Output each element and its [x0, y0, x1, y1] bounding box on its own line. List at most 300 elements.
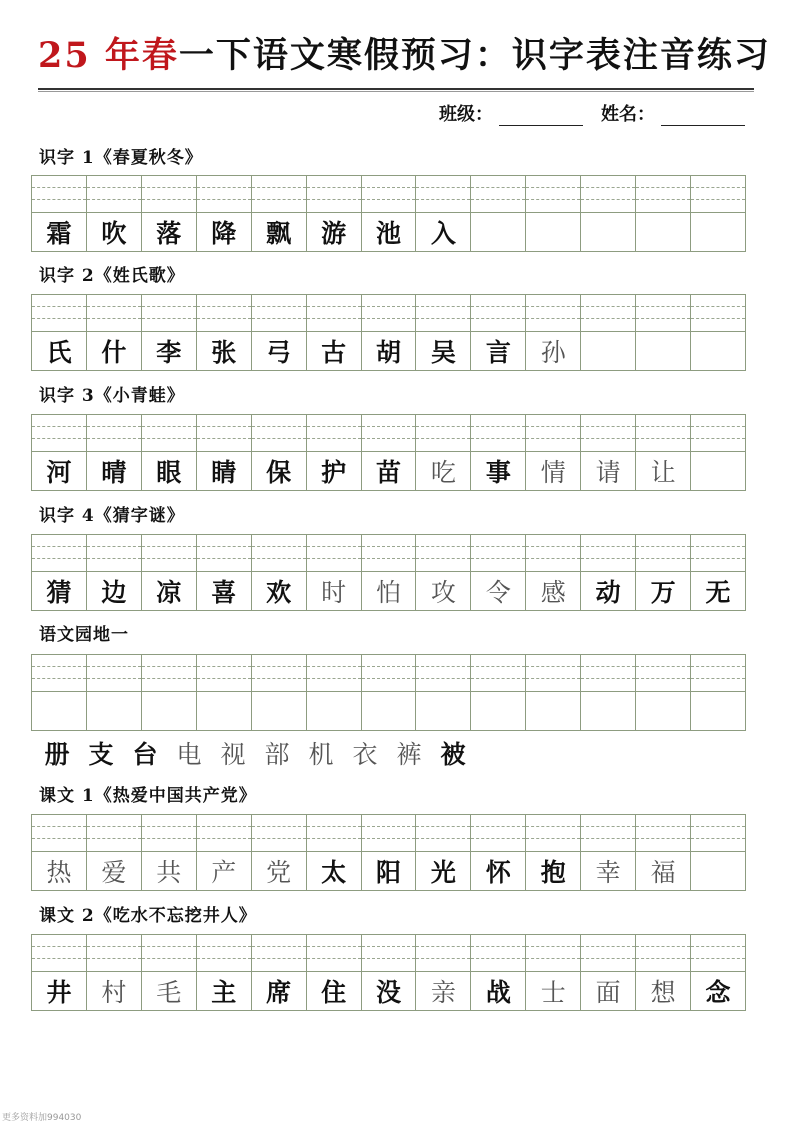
hanzi-character: 时: [321, 578, 347, 607]
dashed-guide-line: [197, 199, 251, 200]
footer-note: 更多资料加994030: [2, 1113, 82, 1123]
grid-cell: [87, 295, 142, 371]
pinyin-writing-area[interactable]: [471, 176, 525, 213]
hanzi-character: 主: [211, 978, 237, 1007]
dashed-guide-line: [416, 199, 470, 200]
dashed-guide-line: [307, 826, 361, 827]
name-label: 姓名：: [601, 104, 655, 125]
grid-cell: [691, 415, 746, 491]
pinyin-writing-area[interactable]: [252, 815, 306, 852]
grid-cell: [362, 295, 417, 371]
dashed-guide-line: [142, 946, 196, 947]
dashed-guide-line: [142, 678, 196, 679]
hanzi-character: 战: [485, 978, 511, 1007]
hanzi-character: 万: [650, 578, 676, 607]
hanzi-character: [581, 332, 635, 370]
pinyin-writing-area[interactable]: [416, 535, 470, 572]
pinyin-writing-area[interactable]: [307, 815, 361, 852]
title-rule: [38, 88, 754, 90]
pinyin-writing-area[interactable]: [197, 415, 251, 452]
dashed-guide-line: [87, 187, 141, 188]
pinyin-writing-area[interactable]: [471, 295, 525, 332]
pinyin-writing-area[interactable]: [252, 935, 306, 972]
pinyin-writing-area[interactable]: [32, 295, 86, 332]
dashed-guide-line: [581, 666, 635, 667]
hanzi-character: 裤: [396, 740, 422, 769]
hanzi-character: 毛: [156, 978, 182, 1007]
grid-cell: [581, 815, 636, 891]
hanzi-character: 幸: [595, 858, 621, 887]
pinyin-writing-area[interactable]: [471, 935, 525, 972]
dashed-guide-line: [362, 558, 416, 559]
pinyin-writing-area[interactable]: [581, 535, 635, 572]
grid-cell: [416, 176, 471, 252]
dashed-guide-line: [197, 958, 251, 959]
dashed-guide-line: [471, 678, 525, 679]
tianzige-grid: [31, 175, 746, 252]
pinyin-writing-area[interactable]: [32, 535, 86, 572]
dashed-guide-line: [142, 838, 196, 839]
grid-cell: [636, 815, 691, 891]
pinyin-writing-area[interactable]: [87, 935, 141, 972]
dashed-guide-line: [526, 678, 580, 679]
hanzi-character: 孙: [540, 338, 566, 367]
name-field[interactable]: [661, 105, 745, 126]
pinyin-writing-area[interactable]: [636, 176, 690, 213]
dashed-guide-line: [307, 199, 361, 200]
pinyin-writing-area[interactable]: [362, 535, 416, 572]
grid-cell: [526, 655, 581, 731]
hanzi-character: 苗: [375, 458, 401, 487]
dashed-guide-line: [87, 946, 141, 947]
section-title: 识字 4《猜字谜》: [39, 506, 185, 526]
dashed-guide-line: [471, 946, 525, 947]
pinyin-writing-area[interactable]: [691, 535, 745, 572]
pinyin-writing-area[interactable]: [416, 815, 470, 852]
grid-cell: [362, 935, 417, 1011]
pinyin-writing-area[interactable]: [307, 535, 361, 572]
dashed-guide-line: [526, 318, 580, 319]
dashed-guide-line: [307, 666, 361, 667]
dashed-guide-line: [252, 426, 306, 427]
dashed-guide-line: [362, 838, 416, 839]
hanzi-character: 怀: [485, 858, 511, 887]
dashed-guide-line: [526, 199, 580, 200]
hanzi-character: 册: [44, 740, 70, 769]
hanzi-character: [362, 692, 416, 730]
dashed-guide-line: [691, 546, 745, 547]
grid-cell: [362, 415, 417, 491]
hanzi-character: [197, 692, 251, 730]
dashed-guide-line: [691, 318, 745, 319]
pinyin-writing-area[interactable]: [691, 815, 745, 852]
dashed-guide-line: [471, 838, 525, 839]
dashed-guide-line: [691, 426, 745, 427]
grid-cell: [307, 655, 362, 731]
dashed-guide-line: [636, 958, 690, 959]
dashed-guide-line: [581, 426, 635, 427]
pinyin-writing-area[interactable]: [197, 935, 251, 972]
grid-cell: [307, 415, 362, 491]
dashed-guide-line: [691, 187, 745, 188]
section-title: 课文 1《热爱中国共产党》: [39, 786, 257, 806]
pinyin-writing-area[interactable]: [471, 535, 525, 572]
dashed-guide-line: [416, 546, 470, 547]
grid-cell: [197, 815, 252, 891]
pinyin-writing-area[interactable]: [416, 176, 470, 213]
dashed-guide-line: [581, 318, 635, 319]
pinyin-writing-area[interactable]: [362, 815, 416, 852]
grid-cell: [197, 655, 252, 731]
dashed-guide-line: [636, 666, 690, 667]
pinyin-writing-area[interactable]: [32, 815, 86, 852]
pinyin-writing-area[interactable]: [471, 655, 525, 692]
pinyin-writing-area[interactable]: [362, 655, 416, 692]
section-title: 识字 3《小青蛙》: [39, 386, 185, 406]
grid-cell: [416, 535, 471, 611]
hanzi-character: [636, 213, 690, 251]
hanzi-character: 喜: [211, 578, 237, 607]
dashed-guide-line: [197, 678, 251, 679]
pinyin-writing-area[interactable]: [636, 535, 690, 572]
grid-cell: [691, 655, 746, 731]
pinyin-writing-area[interactable]: [526, 415, 580, 452]
dashed-guide-line: [362, 318, 416, 319]
pinyin-writing-area[interactable]: [142, 655, 196, 692]
grid-cell: [471, 176, 526, 252]
dashed-guide-line: [471, 199, 525, 200]
hanzi-character: [636, 332, 690, 370]
dashed-guide-line: [252, 826, 306, 827]
hanzi-character: 让: [650, 458, 676, 487]
pinyin-writing-area[interactable]: [362, 415, 416, 452]
pinyin-writing-area[interactable]: [691, 176, 745, 213]
pinyin-writing-area[interactable]: [32, 415, 86, 452]
dashed-guide-line: [142, 318, 196, 319]
pinyin-writing-area[interactable]: [581, 295, 635, 332]
pinyin-writing-area[interactable]: [416, 935, 470, 972]
pinyin-writing-area[interactable]: [526, 176, 580, 213]
pinyin-writing-area[interactable]: [526, 535, 580, 572]
pinyin-writing-area[interactable]: [252, 415, 306, 452]
pinyin-writing-area[interactable]: [307, 295, 361, 332]
dashed-guide-line: [87, 678, 141, 679]
grid-cell: [307, 535, 362, 611]
grid-cell: [691, 295, 746, 371]
pinyin-writing-area[interactable]: [581, 655, 635, 692]
grid-cell: [581, 295, 636, 371]
pinyin-writing-area[interactable]: [197, 176, 251, 213]
class-label: 班级：: [439, 104, 493, 125]
grid-cell: [526, 535, 581, 611]
grid-cell: [526, 935, 581, 1011]
dashed-guide-line: [416, 826, 470, 827]
grid-cell: [142, 655, 197, 731]
pinyin-writing-area[interactable]: [142, 176, 196, 213]
grid-cell: [416, 415, 471, 491]
hanzi-character: [636, 692, 690, 730]
page-title: [38, 32, 771, 80]
dashed-guide-line: [197, 438, 251, 439]
grid-cell: [87, 815, 142, 891]
pinyin-writing-area[interactable]: [362, 176, 416, 213]
pinyin-writing-area[interactable]: [581, 415, 635, 452]
hanzi-character: 支: [88, 740, 114, 769]
pinyin-writing-area[interactable]: [142, 535, 196, 572]
hanzi-character: 想: [650, 978, 676, 1007]
pinyin-writing-area[interactable]: [252, 535, 306, 572]
tianzige-grid: [31, 534, 746, 611]
pinyin-writing-area[interactable]: [691, 295, 745, 332]
pinyin-writing-area[interactable]: [636, 415, 690, 452]
grid-cell: [526, 176, 581, 252]
pinyin-writing-area[interactable]: [307, 655, 361, 692]
hanzi-character: 动: [595, 578, 621, 607]
pinyin-writing-area[interactable]: [526, 935, 580, 972]
pinyin-writing-area[interactable]: [252, 176, 306, 213]
dashed-guide-line: [87, 838, 141, 839]
dashed-guide-line: [87, 306, 141, 307]
dashed-guide-line: [362, 678, 416, 679]
grid-cell: [581, 415, 636, 491]
dashed-guide-line: [252, 187, 306, 188]
hanzi-character: 游: [321, 219, 347, 248]
dashed-guide-line: [142, 426, 196, 427]
dashed-guide-line: [581, 958, 635, 959]
dashed-guide-line: [362, 958, 416, 959]
grid-cell: [252, 815, 307, 891]
pinyin-writing-area[interactable]: [691, 415, 745, 452]
dashed-guide-line: [636, 838, 690, 839]
pinyin-writing-area[interactable]: [142, 295, 196, 332]
pinyin-writing-area[interactable]: [142, 415, 196, 452]
pinyin-writing-area[interactable]: [197, 295, 251, 332]
pinyin-writing-area[interactable]: [307, 935, 361, 972]
pinyin-writing-area[interactable]: [416, 655, 470, 692]
dashed-guide-line: [32, 958, 86, 959]
class-field[interactable]: [499, 105, 583, 126]
grid-cell: [252, 295, 307, 371]
dashed-guide-line: [362, 666, 416, 667]
pinyin-writing-area[interactable]: [87, 815, 141, 852]
dashed-guide-line: [307, 678, 361, 679]
pinyin-writing-area[interactable]: [87, 176, 141, 213]
grid-cell: [416, 935, 471, 1011]
pinyin-writing-area[interactable]: [416, 415, 470, 452]
grid-cell: [252, 655, 307, 731]
grid-cell: [636, 295, 691, 371]
dashed-guide-line: [691, 826, 745, 827]
pinyin-writing-area[interactable]: [471, 415, 525, 452]
pinyin-writing-area[interactable]: [307, 176, 361, 213]
grid-cell: [307, 295, 362, 371]
hanzi-character: 视: [220, 740, 246, 769]
dashed-guide-line: [416, 318, 470, 319]
pinyin-writing-area[interactable]: [142, 815, 196, 852]
dashed-guide-line: [32, 187, 86, 188]
grid-cell: [636, 176, 691, 252]
hanzi-character: 太: [321, 858, 347, 887]
grid-cell: [87, 935, 142, 1011]
grid-cell: [691, 535, 746, 611]
pinyin-writing-area[interactable]: [526, 655, 580, 692]
dashed-guide-line: [471, 306, 525, 307]
grid-cell: [87, 415, 142, 491]
dashed-guide-line: [471, 558, 525, 559]
dashed-guide-line: [581, 678, 635, 679]
dashed-guide-line: [416, 306, 470, 307]
dashed-guide-line: [252, 838, 306, 839]
grid-cell: [87, 655, 142, 731]
dashed-guide-line: [252, 199, 306, 200]
hanzi-character: [691, 452, 745, 490]
pinyin-writing-area[interactable]: [691, 655, 745, 692]
dashed-guide-line: [691, 558, 745, 559]
dashed-guide-line: [581, 826, 635, 827]
pinyin-writing-area[interactable]: [526, 295, 580, 332]
dashed-guide-line: [197, 318, 251, 319]
pinyin-writing-area[interactable]: [307, 415, 361, 452]
dashed-guide-line: [142, 958, 196, 959]
dashed-guide-line: [362, 826, 416, 827]
grid-cell: [636, 935, 691, 1011]
pinyin-writing-area[interactable]: [87, 535, 141, 572]
pinyin-writing-area[interactable]: [581, 815, 635, 852]
dashed-guide-line: [471, 546, 525, 547]
dashed-guide-line: [636, 546, 690, 547]
hanzi-character: 古: [321, 338, 347, 367]
hanzi-character: 降: [211, 219, 237, 248]
dashed-guide-line: [32, 558, 86, 559]
dashed-guide-line: [142, 826, 196, 827]
dashed-guide-line: [416, 666, 470, 667]
dashed-guide-line: [691, 438, 745, 439]
dashed-guide-line: [32, 426, 86, 427]
dashed-guide-line: [142, 546, 196, 547]
dashed-guide-line: [471, 666, 525, 667]
pinyin-writing-area[interactable]: [197, 535, 251, 572]
grid-cell: [526, 415, 581, 491]
pinyin-writing-area[interactable]: [691, 935, 745, 972]
dashed-guide-line: [32, 838, 86, 839]
grid-cell: [526, 295, 581, 371]
dashed-guide-line: [252, 546, 306, 547]
pinyin-writing-area[interactable]: [416, 295, 470, 332]
dashed-guide-line: [142, 666, 196, 667]
dashed-guide-line: [636, 826, 690, 827]
grid-cell: [197, 295, 252, 371]
dashed-guide-line: [362, 306, 416, 307]
pinyin-writing-area[interactable]: [471, 815, 525, 852]
pinyin-writing-area[interactable]: [252, 295, 306, 332]
hanzi-character: [526, 692, 580, 730]
dashed-guide-line: [197, 946, 251, 947]
dashed-guide-line: [416, 558, 470, 559]
dashed-guide-line: [362, 546, 416, 547]
dashed-guide-line: [362, 426, 416, 427]
dashed-guide-line: [32, 199, 86, 200]
pinyin-writing-area[interactable]: [636, 295, 690, 332]
dashed-guide-line: [307, 838, 361, 839]
hanzi-character: 欢: [266, 578, 292, 607]
hanzi-character: 部: [264, 740, 290, 769]
pinyin-writing-area[interactable]: [197, 815, 251, 852]
pinyin-writing-area[interactable]: [142, 935, 196, 972]
hanzi-character: 士: [540, 978, 566, 1007]
pinyin-writing-area[interactable]: [197, 655, 251, 692]
dashed-guide-line: [362, 187, 416, 188]
dashed-guide-line: [142, 306, 196, 307]
pinyin-writing-area[interactable]: [32, 935, 86, 972]
grid-cell: [307, 935, 362, 1011]
hanzi-character: 池: [375, 219, 401, 248]
hanzi-character: 福: [650, 858, 676, 887]
pinyin-writing-area[interactable]: [32, 176, 86, 213]
pinyin-writing-area[interactable]: [526, 815, 580, 852]
pinyin-writing-area[interactable]: [362, 295, 416, 332]
pinyin-writing-area[interactable]: [636, 655, 690, 692]
pinyin-writing-area[interactable]: [32, 655, 86, 692]
hanzi-character: 吹: [101, 219, 127, 248]
pinyin-writing-area[interactable]: [362, 935, 416, 972]
dashed-guide-line: [581, 558, 635, 559]
dashed-guide-line: [581, 306, 635, 307]
dashed-guide-line: [32, 306, 86, 307]
dashed-guide-line: [87, 426, 141, 427]
grid-cell: [362, 176, 417, 252]
dashed-guide-line: [636, 426, 690, 427]
hanzi-character: 亲: [430, 978, 456, 1007]
dashed-guide-line: [526, 838, 580, 839]
dashed-guide-line: [691, 199, 745, 200]
dashed-guide-line: [142, 438, 196, 439]
dashed-guide-line: [636, 306, 690, 307]
pinyin-writing-area[interactable]: [252, 655, 306, 692]
pinyin-writing-area[interactable]: [581, 935, 635, 972]
hanzi-character: 边: [101, 578, 127, 607]
pinyin-writing-area[interactable]: [87, 655, 141, 692]
hanzi-character: 李: [156, 338, 182, 367]
hanzi-character: 机: [308, 740, 334, 769]
tianzige-grid: [31, 814, 746, 891]
pinyin-writing-area[interactable]: [581, 176, 635, 213]
dashed-guide-line: [197, 306, 251, 307]
hanzi-character: [416, 692, 470, 730]
dashed-guide-line: [581, 438, 635, 439]
dashed-guide-line: [581, 838, 635, 839]
dashed-guide-line: [581, 187, 635, 188]
dashed-guide-line: [636, 438, 690, 439]
pinyin-writing-area[interactable]: [87, 415, 141, 452]
hanzi-character: 霜: [46, 219, 72, 248]
pinyin-writing-area[interactable]: [636, 815, 690, 852]
grid-cell: [32, 415, 87, 491]
hanzi-character: 没: [375, 978, 401, 1007]
grid-cell: [197, 935, 252, 1011]
pinyin-writing-area[interactable]: [636, 935, 690, 972]
pinyin-writing-area[interactable]: [87, 295, 141, 332]
hanzi-character: 被: [440, 740, 466, 769]
grid-cell: [526, 815, 581, 891]
hanzi-character: [691, 692, 745, 730]
grid-cell: [362, 655, 417, 731]
dashed-guide-line: [691, 678, 745, 679]
grid-cell: [307, 176, 362, 252]
hanzi-character: [252, 692, 306, 730]
dashed-guide-line: [252, 958, 306, 959]
dashed-guide-line: [252, 558, 306, 559]
dashed-guide-line: [32, 666, 86, 667]
